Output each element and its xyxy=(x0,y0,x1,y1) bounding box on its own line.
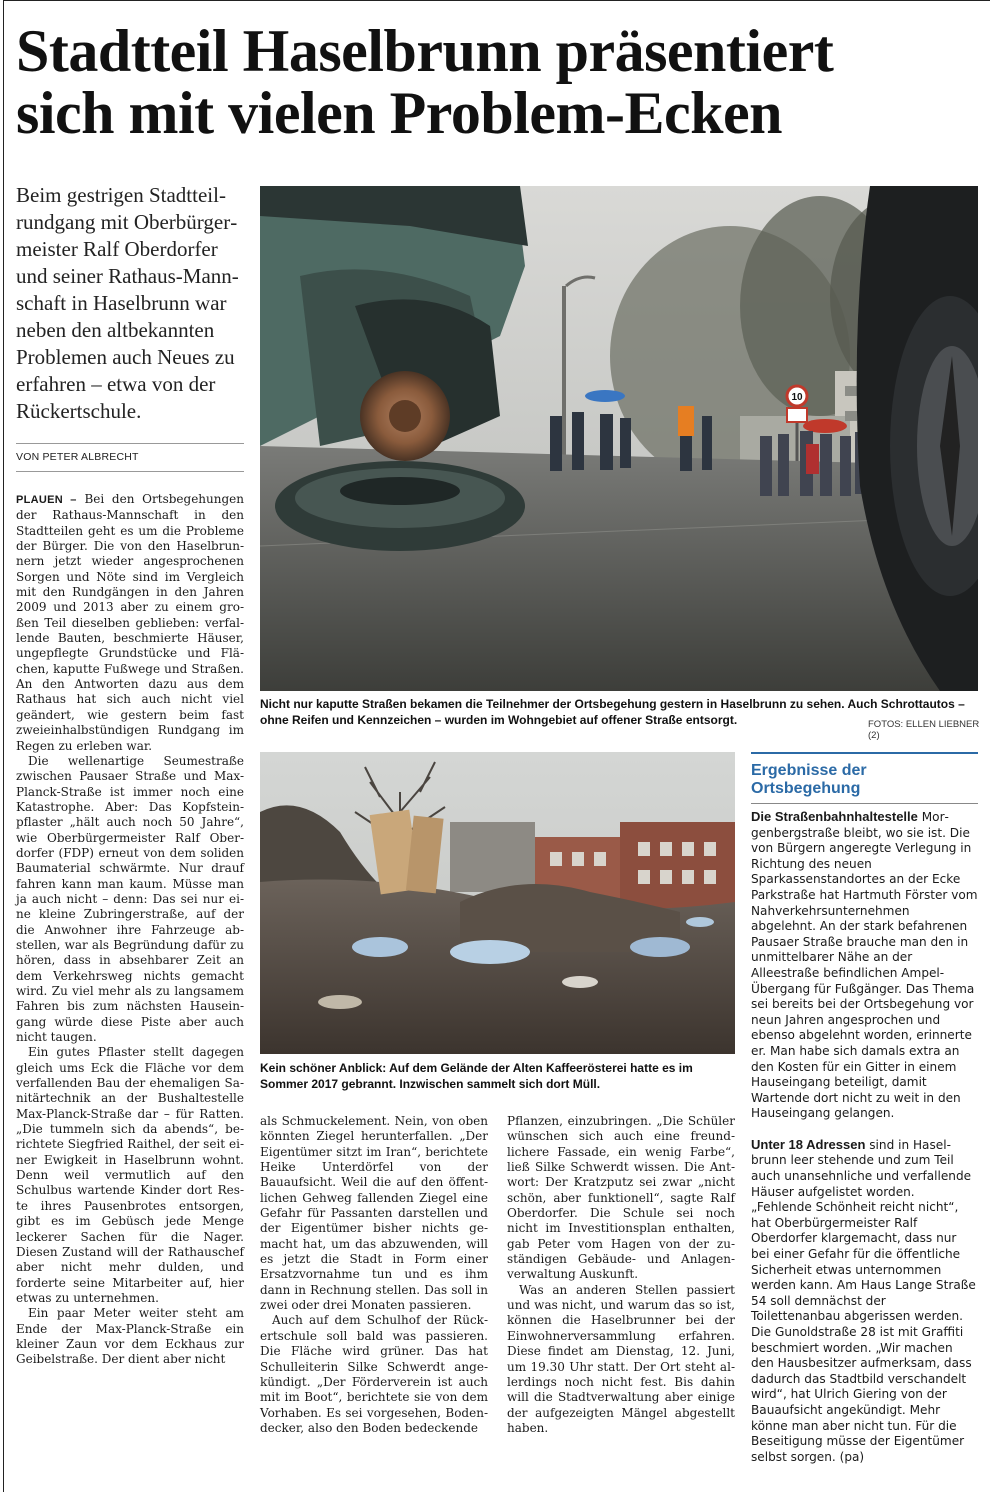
sidebar-item-lead: Die Straßenbahnhaltestelle xyxy=(751,809,918,824)
byline: VON PETER ALBRECHT xyxy=(16,451,139,463)
left-column-rule xyxy=(3,0,4,1492)
sidebar-title-rule xyxy=(751,803,978,804)
paragraph: Die wellenartige Seumestraße zwischen Pausaer Straße und Max-Planck-Straße ist immer noch eine Katastrophe. Aber: Das Kopfsteinpflaster „hält auch noch 50 Jahre“, wie Oberbürgermeister Ralf Oberdorfer (FDP) erneut von dem soliden Baumaterial schwärmte. Nur drauf fahren kann man kaum. Müsse man ja auch nicht – denn: Das sei nur eine kleine Zubringerstraße, auf der die Anwohner ihre Fahrzeuge abstellen, war als Begründung dafür zu hören, dass in absehbarer Zeit an dem Verkehrsweg nichts gemacht wird. Zu viel mehr als zu langsamem Fahren bis zum nächsten Hauseingang würde diese Piste aber auch nicht taugen. xyxy=(16,753,244,1045)
speed-sign-number: 10 xyxy=(791,392,803,403)
article-headline xyxy=(16,20,986,144)
paragraph: Ein paar Meter weiter steht am Ende der Max-Planck-Straße ein kleiner Zaun vor dem Eckhaus zur Geibelstraße. Der dient aber nicht xyxy=(16,1306,244,1367)
results-sidebar xyxy=(751,752,978,1480)
sidebar-item xyxy=(751,1137,978,1465)
top-rule xyxy=(3,0,990,1)
headline-line-2: sich mit vielen Problem-Ecken xyxy=(16,80,782,146)
paragraph: als Schmuckelement. Nein, von oben könnten Ziegel herunterfallen. „Der Eigentümer sitzt im Iran“, berichtete Heike Unterdörfel von der Bauaufsicht. Weil die auf den öffentlichen Gehweg fallenden Ziegel eine Gefahr für Passanten darstellen und der Eigentümer bisher nichts gemacht hat, um das abzuwenden, will es jetzt die Stadt in Form einer Ersatzvornahme tun und es ihm dann in Rechnung stellen. Das soll in zwei oder drei Monaten passieren. xyxy=(260,1114,488,1313)
sidebar-item xyxy=(751,809,978,1122)
photo-credit: FOTOS: ELLEN LIEBNER (2) xyxy=(868,719,980,741)
sidebar-item-text: Morgenbergstraße bleibt, wo sie ist. Die von Bürgern angeregte Verlegung in Richtung des neuen Sparkassenstandortes an der Ecke Parkstraße hat Hartmuth Förster vom Nahverkehrsunternehmen abgelehnt. An der stark befahrenen Pausaer Straße brauche man den in unmittelbarer Nähe an der Alleestraße befindlichen Ampel-Übergang für Fußgänger. Das Thema sei bereits bei der Ortsbegehung vor neun Jahren angesprochen und ebenso abgelehnt worden, erinnerte er. Man habe sich damals extra an den Kosten für ein Gitter in einem Hauseingang beteiligt, damit Wartende dort nicht zu weit in den Hauseingang gelangen. xyxy=(751,810,978,1121)
sidebar-top-rule xyxy=(751,752,978,754)
sidebar-title: Ergebnisse der Ortsbegehung xyxy=(751,762,867,797)
article-lead: Beim gestrigen Stadtteilrundgang mit Oberbürgermeister Ralf Oberdorfer und seiner Rathaus-Mannschaft in Haselbrunn war neben den altbekannten Problemen auch Neues zu erfahren – etwa von der Rückertschule. xyxy=(16,183,239,423)
sidebar-body xyxy=(751,809,978,1465)
paragraph-text: Bei den Ortsbegehungen der Rathaus-Mannschaft in den Stadtteilen geht es um die Probleme der Bürger. Die von den Haselbrunnern jetzt wieder angesprochenen Sorgen und Nöte sind im Vergleich mit den Rundgängen in den Jahren 2009 und 2013 aber zu einem großen Teil dieselben geblieben: verfallende Bauten, beschmierte Häuser, ungepflegte Grundstücke und Flächen, kaputte Fußwege und Straßen. An den Antworten dazu aus dem Rathaus hat sich auch nicht viel geändert, wie gestern beim fast zweieinhalbstündigen Rundgang im Regen zu erleben war. xyxy=(16,492,244,753)
sidebar-item-lead: Unter 18 Adressen xyxy=(751,1136,866,1152)
byline-rule-top xyxy=(16,443,244,444)
paragraph: Ein gutes Pflaster stellt dagegen gleich ums Eck die Fläche vor dem verfallenden Bau der ehemaligen Sanitärtechnik an der Bushaltestelle Max-Planck-Straße dar – für Ratten. „Die tummeln sich da abends“, berichtete Siegfried Raithel, der seit einer Ewigkeit in Haselbrunn wohnt. Denn weil vermutlich auf den Schulbus wartende Kinder dort Reste ihres Pausenbrotes entsorgen, gibt es im Gebüsch jede Menge leckerer Sachen für die Nager. Diesen Zustand will der Rathauschef aber nicht mehr dulden, und forderte seine Mitarbeiter auf, hier etwas zu unternehmen. xyxy=(16,1045,244,1305)
headline-line-1: Stadtteil Haselbrunn präsentiert xyxy=(16,18,834,84)
photo-2-caption: Kein schöner Anblick: Auf dem Gelände der Alten Kaffeerösterei hatte es im Sommer 2017 gebrannt. Inzwischen sammelt sich dort Müll. xyxy=(260,1061,693,1091)
article-column-2 xyxy=(260,1114,488,1436)
article-column-3 xyxy=(507,1114,735,1436)
photo-scrap-car-street xyxy=(260,186,978,691)
photo-1-caption-text: Nicht nur kaputte Straßen bekamen die Teilnehmer der Ortsbegehung gestern in Haselbrunn zu sehen. Auch Schrottautos – ohne Reifen und Kennzeichen – wurden im Wohngebiet auf offener Straße entsorgt. xyxy=(260,697,965,727)
dateline: PLAUEN – xyxy=(16,494,77,506)
photo-scrap-car-image xyxy=(260,186,978,691)
paragraph: Pflanzen, einzubringen. „Die Schüler wünschen sich auch eine freundlichere Fassade, ein wenig Farbe“, ließ Silke Schwerdt wissen. Die Antwort: Der Kratzputz sei zwar „nicht schön, aber funktionell“, sagte Ralf Oberdorfer. Die Schule sei noch nicht im Investitionsplan enthalten, gab Peter vom Hagen von der zuständigen Gebäude- und Anlagenverwaltung Auskunft. xyxy=(507,1114,735,1282)
photo-coffee-roastery-image xyxy=(260,752,735,1054)
photo-coffee-roastery-site xyxy=(260,752,735,1054)
paragraph: Auch auf dem Schulhof der Rückertschule soll bald was passieren. Die Fläche wird grüner. Das hat Schulleiterin Silke Schwerdt angekündigt. „Der Förderverein ist auch mit im Boot“, berichtete sie von dem Vorhaben. Es sei vorgesehen, Bodendecker, also den Boden bedeckende xyxy=(260,1313,488,1435)
paragraph: Was an anderen Stellen passiert und was nicht, und warum das so ist, können die Haselbrunner bei der Einwohnerversammlung erfahren. Diese findet am Dienstag, 12. Juni, um 19.30 Uhr statt. Der Ort steht allerdings noch nicht fest. Bis dahin will die Stadtverwaltung aber einige der aufgezeigten Mängel abgestellt haben. xyxy=(507,1282,735,1435)
sidebar-item-text: sind in Haselbrunn leer stehende und zum Teil auch unansehnliche und verfallende Häuser aufgelistet worden. „Fehlende Schönheit reicht nicht“, hat Oberbürgermeister Ralf Oberdorfer klargemacht, dass nur bei einer Gefahr für die öffentliche Sicherheit etwas unternommen werden kann. Am Haus Lange Straße 54 soll demnächst der Toilettenanbau abgerissen werden. Die Gunoldstraße 28 ist mit Graffiti beschmiert worden. „Wir machen den Hausbesitzer aufmerksam, dass dadurch das Stadtbild verschandelt wird“, hat Ulrich Giering von der Bauaufsicht angekündigt. Mehr könne man aber nicht tun. Für die Beseitigung müsse der Eigentümer selbst sorgen. (pa) xyxy=(751,1137,976,1464)
article-column-1 xyxy=(16,492,244,1368)
byline-rule-bottom xyxy=(16,471,244,472)
paragraph xyxy=(16,492,244,754)
